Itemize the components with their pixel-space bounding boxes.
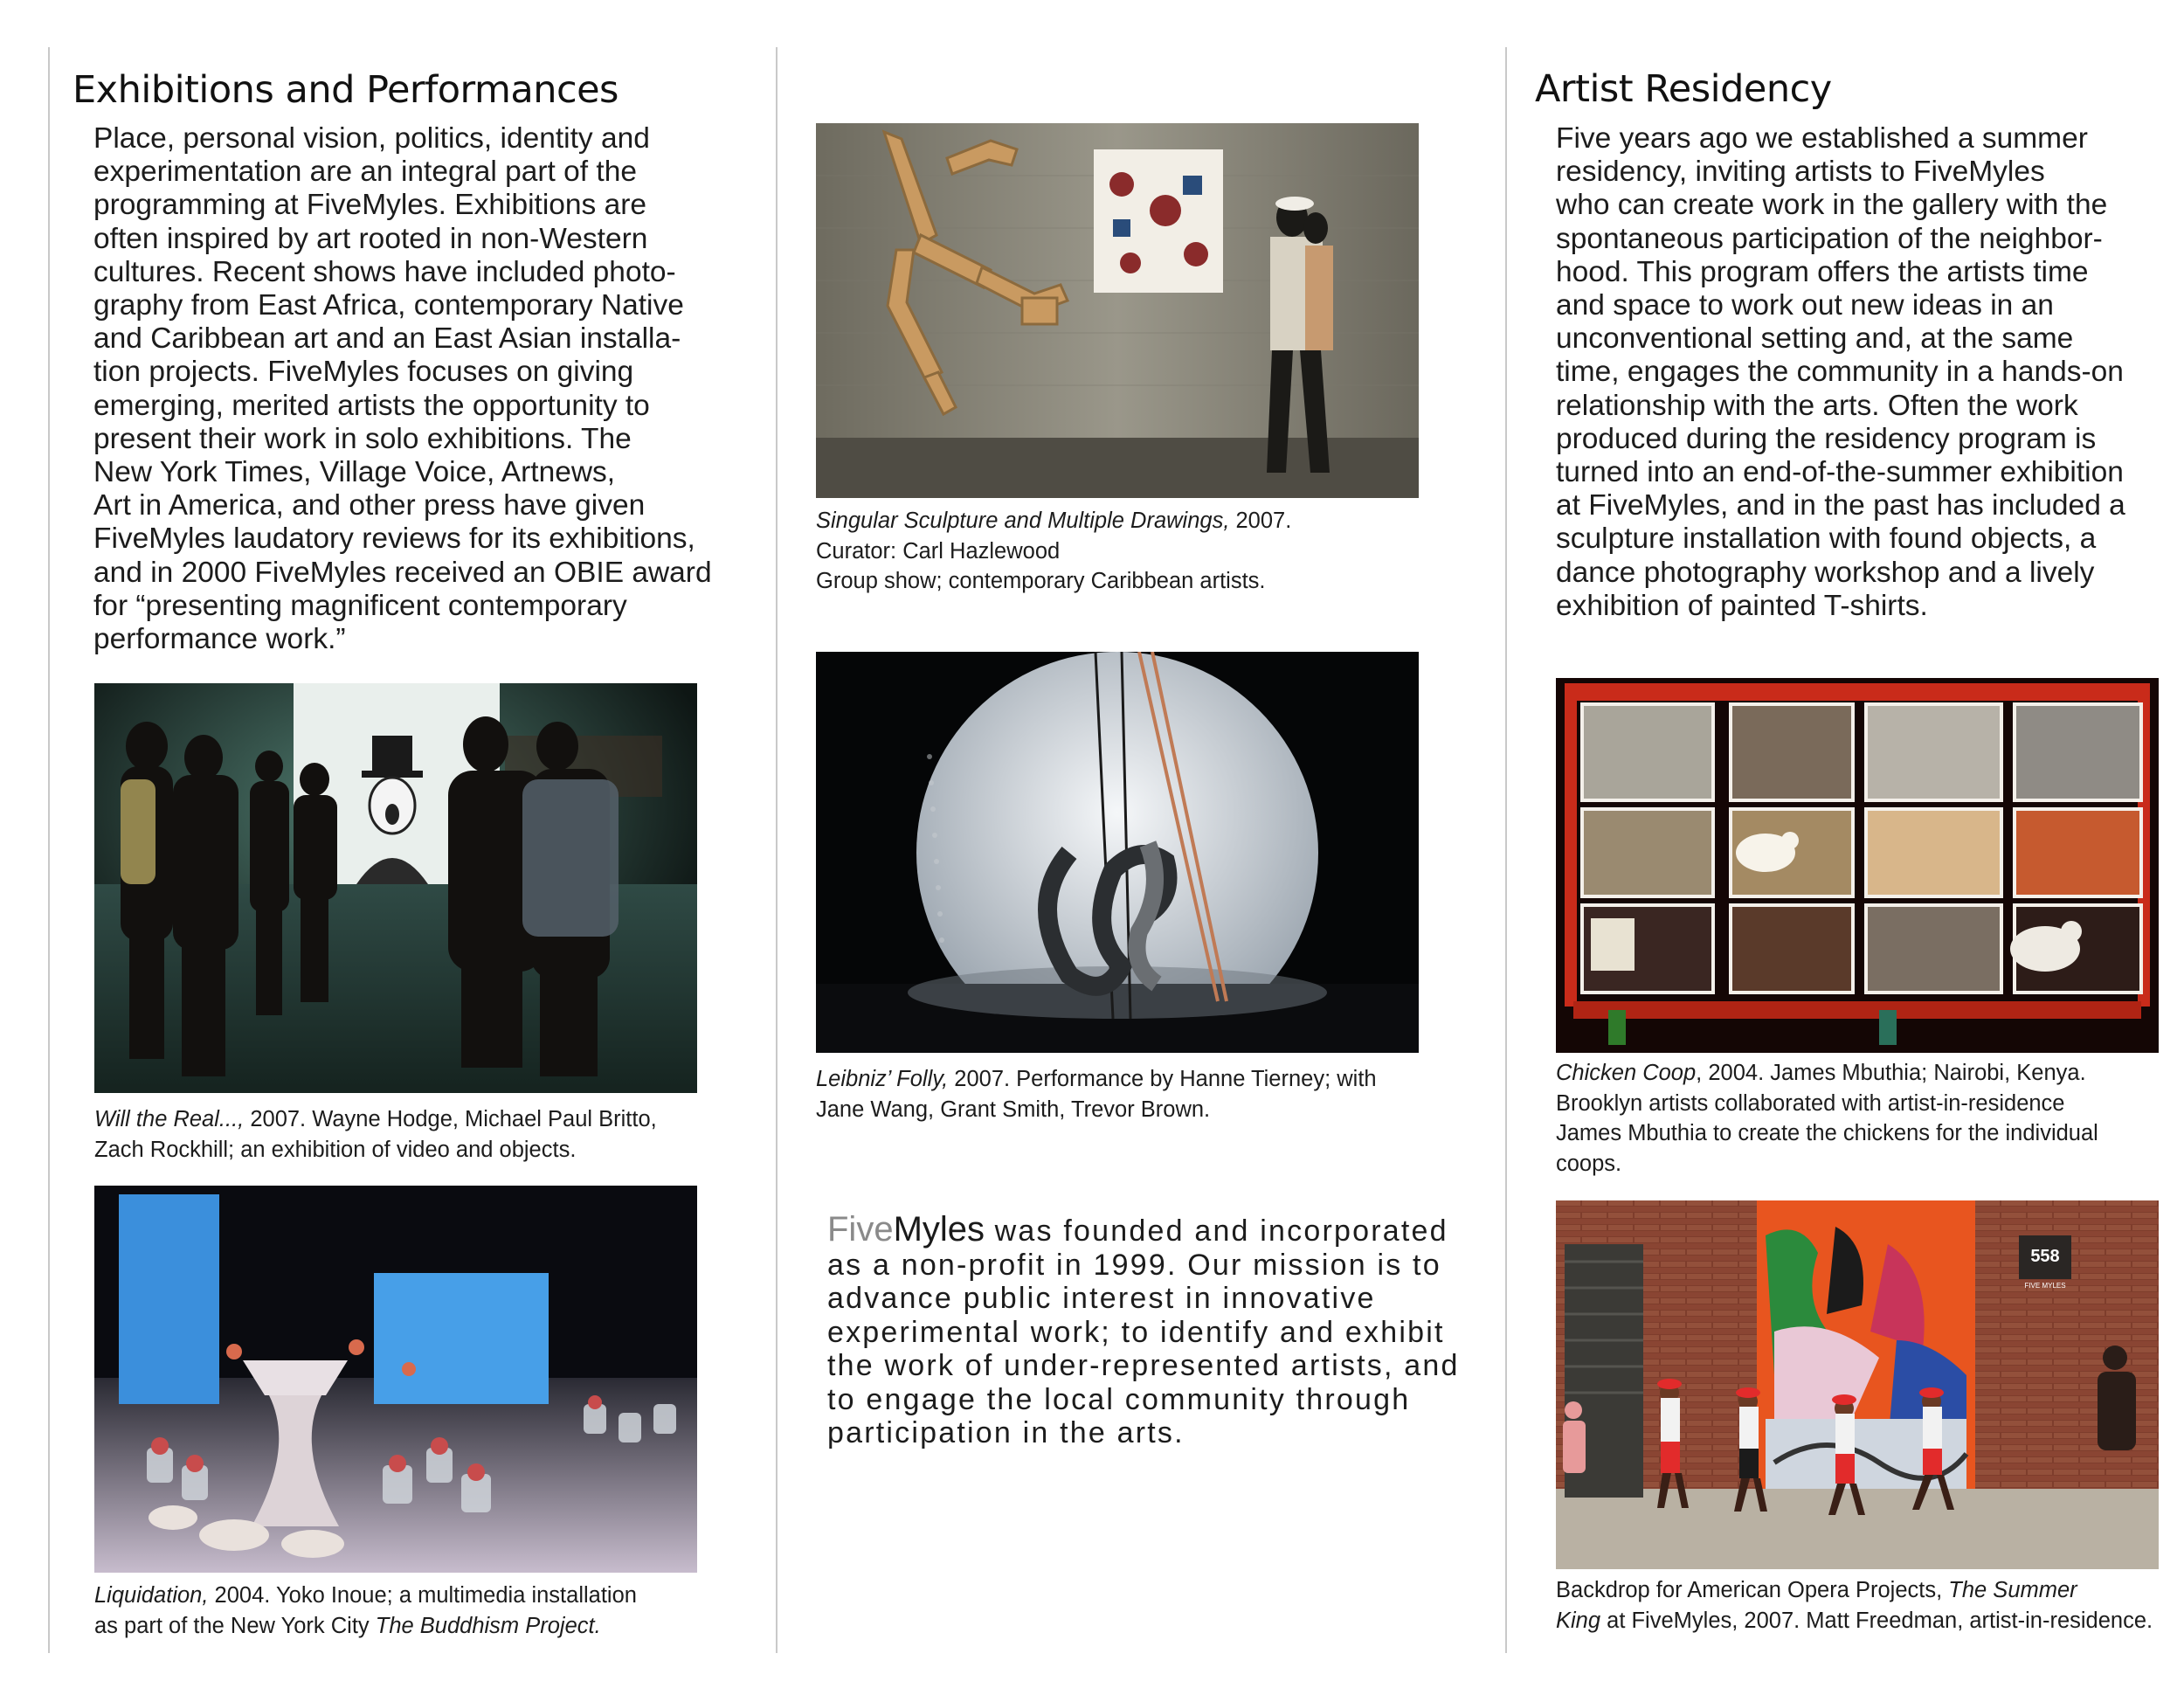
mission-line-3: advance public interest in innovative (827, 1282, 1376, 1315)
summer-king-details: at FiveMyles, 2007. Matt Freedman, artist-in-residence. (1600, 1608, 2153, 1633)
summer-king-credits: Backdrop for American Opera Projects, (1556, 1578, 1949, 1602)
chicken-coop-caption (1556, 1058, 2098, 1179)
mission-line-4: experimental work; to identify and exhibit (827, 1315, 1445, 1349)
will-the-real-credits: 2007. Wayne Hodge, Michael Paul Britto, (244, 1107, 657, 1131)
leibniz-folly-caption (816, 1064, 1377, 1124)
summer-king-title-part-1: The Summer (1948, 1578, 2077, 1602)
brand-name-myles: Myles (893, 1210, 985, 1249)
column-divider-middle (776, 47, 778, 1653)
brand-name-five: Five (827, 1210, 894, 1249)
singular-sculpture-caption (816, 506, 1291, 597)
leibniz-folly-credits: 2007. Performance by Hanne Tierney; with (948, 1067, 1377, 1091)
chicken-coop-line-2: Brooklyn artists collaborated with artist-in-residence (1556, 1090, 2065, 1116)
chicken-coop-title: Chicken Coop (1556, 1061, 1697, 1085)
building-number-sign: 558 (2030, 1247, 2060, 1266)
artist-residency-heading: Artist Residency (1535, 67, 1832, 111)
exhibitions-body-text: Place, personal vision, politics, identity and experimentation are an integral part of the programming at FiveMyles. Exhibitions are often inspired by art rooted in non-Western cultures. Recent shows have included photo- graphy from East Africa, contemporary Native and Caribbean art and an East Asian installa- tion projects. FiveMyles focuses on giving emerging, merited artists the opportunity to present their work in solo exhibitions. The New York Times, Village Voice, Artnews, Art in America, and other press have given FiveMyles laudatory reviews for its exhibitions, and in 2000 FiveMyles received an OBIE award for “presenting magnificent contemporary performance work.” (93, 122, 712, 656)
liquidation-photo (94, 1186, 697, 1573)
building-name-sign: FIVE MYLES (2024, 1282, 2066, 1290)
artist-residency-body-text: Five years ago we established a summer residency, inviting artists to FiveMyles who can create work in the gallery with the spontaneous participation of the neighbor- hood. This program offers the artists time and space to work out new ideas in an unconventional setting and, at the same time, engages the community in a hands-on relationship with the arts. Often the work produced during the residency program is turned into an end-of-the-summer exhibition at FiveMyles, and in the past has included a sculpture installation with found objects, a dance photography workshop and a lively exhibition of painted T-shirts. (1556, 122, 2125, 622)
column-divider-right (1505, 47, 1507, 1653)
singular-sculpture-description: Group show; contemporary Caribbean artists. (816, 569, 1266, 593)
chicken-coop-line-3: James Mbuthia to create the chickens for the individual (1556, 1121, 2098, 1145)
liquidation-description: as part of the New York City (94, 1613, 376, 1638)
summer-king-caption (1556, 1575, 2153, 1636)
mission-statement (827, 1210, 1460, 1450)
mission-line-1: was founded and incorporated (985, 1214, 1448, 1248)
chicken-coop-line-4: coops. (1556, 1151, 1622, 1176)
will-the-real-description: Zach Rockhill; an exhibition of video and objects. (94, 1137, 577, 1162)
will-the-real-photo (94, 683, 697, 1093)
summer-king-title-part-2: King (1556, 1608, 1601, 1633)
liquidation-caption (94, 1581, 637, 1641)
chicken-coop-credits: , 2004. James Mbuthia; Nairobi, Kenya. (1696, 1061, 2086, 1085)
exhibitions-heading: Exhibitions and Performances (73, 68, 619, 112)
leibniz-folly-photo (816, 652, 1419, 1053)
liquidation-title: Liquidation, (94, 1583, 209, 1608)
singular-sculpture-photo (816, 123, 1419, 498)
mission-line-5: the work of under-represented artists, and (827, 1349, 1460, 1382)
singular-sculpture-curator: Curator: Carl Hazlewood (816, 538, 1061, 564)
chicken-coop-photo (1556, 678, 2159, 1053)
mission-line-7: participation in the arts. (827, 1416, 1185, 1449)
column-divider-left (48, 47, 50, 1653)
mission-line-6: to engage the local community through (827, 1382, 1411, 1416)
leibniz-folly-performers: Jane Wang, Grant Smith, Trevor Brown. (816, 1097, 1211, 1122)
mission-line-2: as a non-profit in 1999. Our mission is to (827, 1248, 1441, 1282)
will-the-real-caption (94, 1104, 657, 1165)
singular-sculpture-title: Singular Sculpture and Multiple Drawings, (816, 508, 1230, 533)
summer-king-photo (1556, 1200, 2159, 1569)
will-the-real-title: Will the Real..., (94, 1107, 245, 1131)
singular-sculpture-year: 2007. (1229, 508, 1292, 533)
buddhism-project-title: The Buddhism Project. (375, 1613, 601, 1638)
leibniz-folly-title: Leibniz’ Folly, (816, 1067, 949, 1091)
liquidation-credits: 2004. Yoko Inoue; a multimedia installation (208, 1583, 637, 1608)
